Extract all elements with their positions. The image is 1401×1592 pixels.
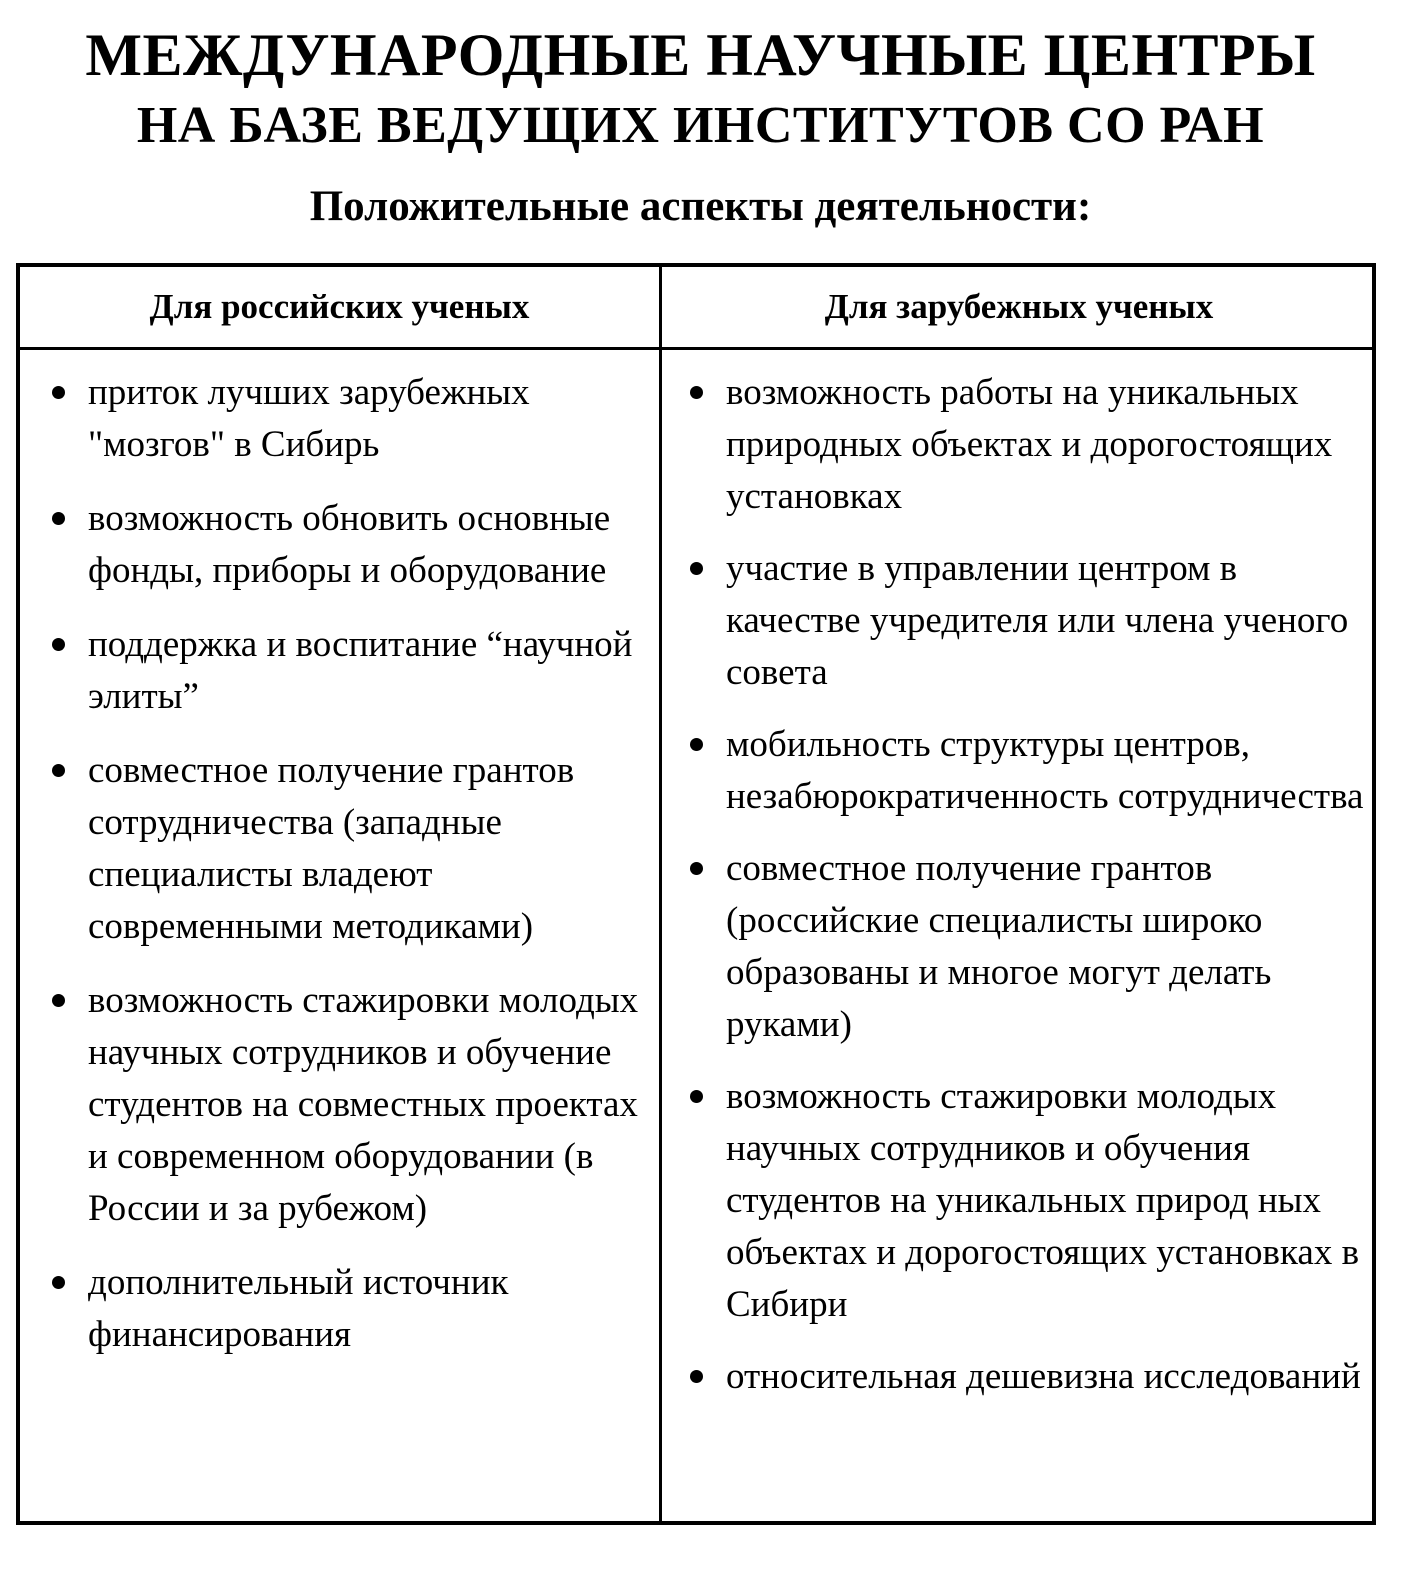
bullet-icon [52, 764, 65, 777]
comparison-table [16, 263, 1376, 1525]
bullet-icon [690, 562, 703, 575]
column-header-foreign: Для зарубежных ученых [824, 287, 1214, 326]
list-item-text: поддержка и воспитание “научной элиты” [88, 624, 633, 717]
list-item [682, 367, 1372, 523]
list-item [44, 745, 659, 953]
foreign-benefits-list [682, 367, 1372, 1423]
bullet-icon [690, 1370, 703, 1383]
list-item [44, 619, 659, 723]
list-item-text: возможность стажировки молодых научных сотрудников и обучения студентов на уникальных природ ных объектах и дорогостоящих установках в Сибири [726, 1076, 1360, 1325]
list-item-text: возможность обновить основные фонды, приборы и оборудование [88, 498, 611, 591]
list-item-text: совместное получение грантов (российские специалисты широко образованы и многое могут делать руками) [726, 848, 1272, 1045]
bullet-icon [690, 1090, 703, 1103]
list-item-text: возможность работы на уникальных природных объектах и дорогостоящих установках [726, 372, 1333, 517]
list-item [682, 1071, 1372, 1331]
bullet-icon [690, 386, 703, 399]
header-divider [20, 347, 1372, 350]
list-item [682, 1351, 1372, 1403]
list-item [44, 367, 659, 471]
bullet-icon [690, 738, 703, 751]
page-title: МЕЖДУНАРОДНЫЕ НАУЧНЫЕ ЦЕНТРЫ [85, 22, 1316, 88]
list-item-text: возможность стажировки молодых научных сотрудников и обучение студентов на совместных проектах и современном оборудовании (в России и за рубежом) [88, 980, 639, 1229]
list-item [44, 493, 659, 597]
list-item [682, 843, 1372, 1051]
bullet-icon [52, 1276, 65, 1289]
bullet-icon [52, 638, 65, 651]
list-item [44, 1257, 659, 1361]
list-item-text: мобильность структуры центров, незабюрократиченность сотрудничества [726, 724, 1364, 817]
russian-benefits-list [44, 367, 659, 1383]
list-item-text: приток лучших зарубежных "мозгов" в Сибирь [88, 372, 530, 465]
bullet-icon [52, 994, 65, 1007]
list-item [44, 975, 659, 1235]
list-item [682, 719, 1372, 823]
list-item-text: участие в управлении центром в качестве учредителя или члена ученого совета [726, 548, 1349, 693]
bullet-icon [52, 386, 65, 399]
list-item-text: дополнительный источник финансирования [88, 1262, 509, 1355]
section-heading: Положительные аспекты деятельности: [309, 183, 1092, 230]
page-subtitle: НА БАЗЕ ВЕДУЩИХ ИНСТИТУТОВ СО РАН [136, 97, 1265, 154]
column-header-russian: Для российских ученых [149, 287, 530, 326]
list-item-text: совместное получение грантов сотрудничества (западные специалисты владеют современными методиками) [88, 750, 575, 947]
list-item-text: относительная дешевизна исследований [726, 1356, 1361, 1397]
bullet-icon [690, 862, 703, 875]
list-item [682, 543, 1372, 699]
column-divider [659, 267, 662, 1521]
bullet-icon [52, 512, 65, 525]
